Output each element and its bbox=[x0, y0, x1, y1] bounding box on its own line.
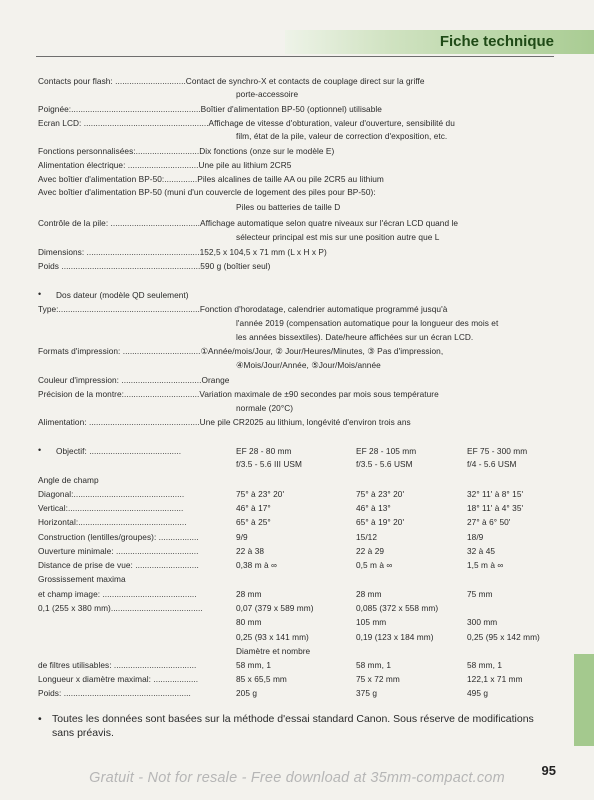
table-cell: 75° à 23° 20' bbox=[356, 489, 405, 499]
table-row-label: Poids: ...................................................... bbox=[38, 688, 191, 698]
table-cell: 122,1 x 71 mm bbox=[467, 674, 523, 684]
table-cell: 205 g bbox=[236, 688, 258, 698]
spec-line: les années bissextiles). Date/heure affichées sur un écran LCD. bbox=[236, 332, 474, 342]
table-cell: 105 mm bbox=[356, 617, 387, 627]
spec-line: sélecteur principal est mis sur une position autre que L bbox=[236, 232, 440, 242]
table-cell: 28 mm bbox=[236, 589, 262, 599]
table-cell: 80 mm bbox=[236, 617, 262, 627]
table-row-label: et champ image: ........................................ bbox=[38, 589, 197, 599]
section-heading: Dos dateur (modèle QD seulement) bbox=[56, 290, 189, 300]
spec-line: film, état de la pile, valeur de correction d'exposition, etc. bbox=[236, 131, 448, 141]
table-cell: 58 mm, 1 bbox=[356, 660, 391, 670]
header-divider bbox=[36, 56, 554, 57]
page-title: Fiche technique bbox=[439, 33, 554, 50]
table-cell: 495 g bbox=[467, 688, 489, 698]
table-row-label: Construction (lentilles/groupes): ................. bbox=[38, 532, 199, 542]
table-cell: 0,38 m à ∞ bbox=[236, 560, 278, 570]
spec-line: ④Mois/Jour/Année, ⑤Jour/Mois/année bbox=[236, 360, 381, 370]
table-cell: 18° 11' à 4° 35' bbox=[467, 503, 524, 513]
bullet-icon: • bbox=[38, 289, 42, 299]
spec-line: Avec boîtier d'alimentation BP-50 (muni d'un couvercle de logement des piles pour BP-50): bbox=[38, 187, 376, 197]
table-cell: 1,5 m à ∞ bbox=[467, 560, 504, 570]
table-cell: 46° à 17° bbox=[236, 503, 271, 513]
page-number: 95 bbox=[541, 763, 556, 778]
table-group-label: Angle de champ bbox=[38, 475, 99, 485]
table-cell: 75 mm bbox=[467, 589, 493, 599]
table-cell: 32° 11' à 8° 15' bbox=[467, 489, 524, 499]
table-cell: 0,25 (95 x 142 mm) bbox=[467, 632, 540, 642]
table-cell: 32 à 45 bbox=[467, 546, 496, 556]
lens-aperture: f/3.5 - 5.6 USM bbox=[356, 459, 413, 469]
table-group-label: Grossissement maxima bbox=[38, 574, 126, 584]
spec-line: Couleur d'impression: ..................................Orange bbox=[38, 375, 230, 385]
table-row-label: Distance de prise de vue: ........................... bbox=[38, 560, 199, 570]
table-row-label: 0,1 (255 x 380 mm)....................................... bbox=[38, 603, 203, 613]
table-row-label: Ouverture minimale: ................................... bbox=[38, 546, 199, 556]
spec-line: l'année 2019 (compensation automatique pour la longueur des mois et bbox=[236, 318, 499, 328]
section-tab bbox=[574, 654, 594, 746]
table-row-label: Diagonal:............................................... bbox=[38, 489, 185, 499]
spec-line: Contacts pour flash: ..............................Contact de synchro-X et contacts de couplage direct sur la griffe bbox=[38, 76, 425, 86]
table-cell: 75° à 23° 20' bbox=[236, 489, 285, 499]
lens-name: EF 28 - 80 mm bbox=[236, 446, 292, 456]
table-cell: 46° à 13° bbox=[356, 503, 391, 513]
spec-line: Fonctions personnalisées:...........................Dix fonctions (onze sur le modèle E) bbox=[38, 146, 335, 156]
table-cell: 65° à 19° 20' bbox=[356, 517, 405, 527]
lens-aperture: f/4 - 5.6 USM bbox=[467, 459, 517, 469]
table-row-label: de filtres utilisables: ................................... bbox=[38, 660, 197, 670]
lens-aperture: f/3.5 - 5.6 III USM bbox=[236, 459, 302, 469]
table-group-label: Diamètre et nombre bbox=[236, 646, 311, 656]
spec-line: normale (20°C) bbox=[236, 403, 294, 413]
spec-line: Type:............................................................Fonction d'horodatage, calendrier automatique programmé jusqu'à bbox=[38, 304, 448, 314]
bullet-icon: • bbox=[38, 445, 42, 455]
spec-line: Précision de la montre:................................Variation maximale de ±90 secondes par mois sous température bbox=[38, 389, 439, 399]
spec-line: porte-accessoire bbox=[236, 89, 299, 99]
table-cell: 58 mm, 1 bbox=[236, 660, 271, 670]
table-cell: 65° à 25° bbox=[236, 517, 271, 527]
table-cell: 85 x 65,5 mm bbox=[236, 674, 287, 684]
spec-line: Dimensions: ................................................152,5 x 104,5 x 71 mm (L x H x P) bbox=[38, 247, 327, 257]
spec-line: Alimentation électrique: ..............................Une pile au lithium 2CR5 bbox=[38, 160, 292, 170]
spec-line: Piles ou batteries de taille D bbox=[236, 202, 341, 212]
spec-line: Avec boîtier d'alimentation BP-50:..............Piles alcalines de taille AA ou pile 2CR5 au lithium bbox=[38, 174, 384, 184]
table-cell: 22 à 29 bbox=[356, 546, 385, 556]
spec-line: Ecran LCD: .....................................................Affichage de vitesse d'obturation, valeur d'ouverture, sensibilité du bbox=[38, 118, 455, 128]
bullet-icon: • bbox=[38, 713, 42, 725]
table-row-label: Vertical:................................................. bbox=[38, 503, 184, 513]
table-cell: 375 g bbox=[356, 688, 378, 698]
table-cell: 0,5 m à ∞ bbox=[356, 560, 393, 570]
table-cell: 0,07 (379 x 589 mm) bbox=[236, 603, 314, 613]
table-cell: 0,19 (123 x 184 mm) bbox=[356, 632, 434, 642]
download-watermark: Gratuit - Not for resale - Free download at 35mm-compact.com bbox=[89, 770, 505, 786]
table-cell: 27° à 6° 50' bbox=[467, 517, 511, 527]
table-cell: 0,085 (372 x 558 mm) bbox=[356, 603, 439, 613]
spec-line: Poignée:.......................................................Boîtier d'alimentation BP-50 (optionnel) utilisable bbox=[38, 104, 382, 114]
table-row-label: Horizontal:.............................................. bbox=[38, 517, 187, 527]
table-row-label: Longueur x diamètre maximal: ................... bbox=[38, 674, 199, 684]
table-cell: 22 à 38 bbox=[236, 546, 265, 556]
table-cell: 300 mm bbox=[467, 617, 498, 627]
table-cell: 0,25 (93 x 141 mm) bbox=[236, 632, 309, 642]
lens-name: EF 28 - 105 mm bbox=[356, 446, 417, 456]
table-cell: 18/9 bbox=[467, 532, 484, 542]
table-cell: 28 mm bbox=[356, 589, 382, 599]
table-cell: 15/12 bbox=[356, 532, 378, 542]
spec-line: Contrôle de la pile: ......................................Affichage automatique selon quatre niveaux sur l'écran LCD quand le bbox=[38, 218, 459, 228]
table-cell: 58 mm, 1 bbox=[467, 660, 502, 670]
table-cell: 75 x 72 mm bbox=[356, 674, 400, 684]
lens-name: EF 75 - 300 mm bbox=[467, 446, 528, 456]
table-cell: 9/9 bbox=[236, 532, 248, 542]
spec-line: Poids ...........................................................590 g (boîtier seul) bbox=[38, 261, 271, 271]
spec-line: Alimentation: ...............................................Une pile CR2025 au lithium, longévité d'environ trois ans bbox=[38, 417, 411, 427]
spec-line: Formats d'impression: .................................①Année/mois/Jour, ② Jour/Heures/Minutes, ③ Pas d'impression, bbox=[38, 346, 444, 356]
footnote-text: Toutes les données sont basées sur la méthode d'essai standard Canon. Sous réserve de modifications sans préavis. bbox=[52, 713, 534, 739]
lens-table-header-label: Objectif: ....................................... bbox=[56, 446, 182, 456]
